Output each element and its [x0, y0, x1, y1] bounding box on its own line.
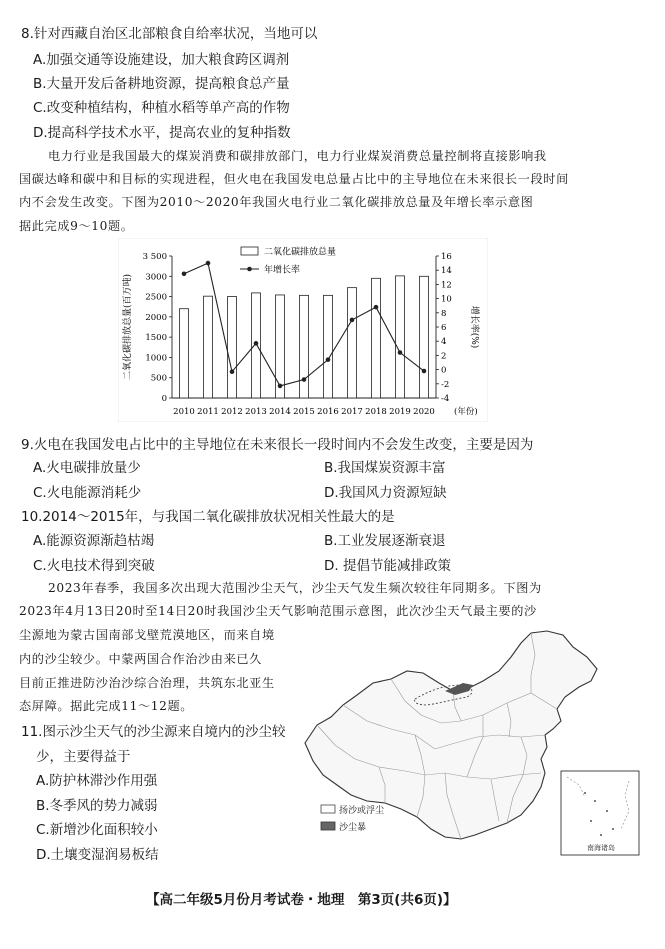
- growth-rate-point-2010: [182, 271, 187, 276]
- y-right-tick-label: 14: [441, 266, 452, 277]
- x-tick-label: 2012: [221, 407, 243, 417]
- x-tick-label: 2015: [293, 407, 315, 417]
- q9-stem: 9.火电在我国发电占比中的主导地位在未来很长一段时间内不会发生改变，主要是因为: [21, 437, 534, 453]
- legend-bar-label: 二氧化碳排放总量: [264, 247, 337, 258]
- x-tick-label: 2016: [317, 407, 339, 417]
- bar-2018: [372, 278, 381, 398]
- passage1-line-2: 国碳达峰和碳中和目标的实现进程，但火电在我国发电总量占比中的主导地位在未来很长一段时间: [19, 172, 569, 186]
- co2-emission-chart: [118, 238, 488, 422]
- passage2-line-3: 尘源地为蒙古国南部戈壁荒漠地区，而来自境: [19, 628, 275, 642]
- q11-option-d: D.土壤变湿润易板结: [36, 847, 159, 863]
- q9-option-d: D.我国风力资源短缺: [324, 485, 447, 501]
- q11-option-c: C.新增沙化面积较小: [36, 822, 158, 838]
- growth-rate-point-2011: [206, 261, 211, 266]
- page-footer: 【高二年级5月份月考试卷・地理 第3页(共6页)】: [146, 892, 457, 908]
- y-left-tick-label: 1000: [145, 353, 167, 364]
- q9-option-b: B.我国煤炭资源丰富: [324, 460, 446, 476]
- legend-sandstorm-label: 沙尘暴: [339, 823, 367, 833]
- passage1-line-1: 电力行业是我国最大的煤炭消费和碳排放部门，电力行业煤炭消费总量控制将直接影响我: [48, 149, 547, 163]
- y-axis-left-label: 二氧化碳排放总量(百万吨): [123, 273, 133, 381]
- y-right-tick-label: 12: [441, 280, 452, 291]
- q8-option-d: D.提高科学技术水平，提高农业的复种指数: [33, 125, 291, 141]
- x-tick-label: 2014: [269, 407, 291, 417]
- legend-dust-label: 扬沙或浮尘: [339, 806, 385, 816]
- x-tick-label: 2013: [245, 407, 267, 417]
- q9-option-c: C.火电能源消耗少: [33, 485, 142, 501]
- south-china-sea-inset: [561, 771, 639, 855]
- passage1-line-3: 内不会发生改变。下图为2010～2020年我国火电行业二氧化碳排放总量及年增长率示意图: [19, 195, 534, 209]
- y-right-tick-label: 10: [441, 294, 452, 305]
- bar-2019: [396, 276, 405, 398]
- growth-rate-point-2015: [302, 377, 307, 382]
- y-left-tick-label: 500: [150, 373, 167, 384]
- y-right-tick-label: -4: [441, 394, 450, 404]
- passage2-line-5: 目前正推进防沙治沙综合治理，共筑东北亚生: [19, 676, 275, 690]
- passage1-line-4: 据此完成9～10题。: [19, 219, 134, 233]
- legend-line-marker: [247, 267, 252, 272]
- q8-option-c: C.改变种植结构，种植水稻等单产高的作物: [33, 100, 290, 116]
- q10-option-c: C.火电技术得到突破: [33, 558, 155, 574]
- growth-rate-point-2019: [398, 350, 403, 355]
- y-left-tick-label: 3 500: [142, 252, 167, 262]
- y-right-tick-label: 0: [441, 365, 447, 376]
- x-tick-label: 2020: [413, 407, 435, 417]
- y-right-tick-label: 16: [441, 252, 452, 262]
- bar-2014: [276, 295, 285, 398]
- growth-rate-point-2017: [350, 318, 355, 323]
- bar-2010: [180, 309, 189, 398]
- y-left-tick-label: 3000: [145, 272, 167, 283]
- q8-option-b: B.大量开发后备耕地资源，提高粮食总产量: [33, 76, 290, 92]
- passage2-line-2: 2023年4月13日20时至14日20时我国沙尘天气影响范围示意图，此次沙尘天气最主要的沙: [19, 604, 537, 618]
- y-left-tick-label: 2000: [145, 312, 167, 323]
- q11-stem-line-2: 少，主要得益于: [36, 749, 131, 765]
- y-axis-right-label: 增长率(%): [469, 305, 479, 349]
- legend-line-label: 年增长率: [264, 265, 301, 276]
- q8-stem: 8.针对西藏自治区北部粮食自给率状况，当地可以: [21, 26, 318, 42]
- y-right-tick-label: 6: [441, 323, 447, 333]
- passage2-line-6: 态屏障。据此完成11～12题。: [19, 699, 194, 713]
- legend-dust-swatch: [321, 805, 335, 813]
- legend-sandstorm-swatch: [321, 822, 335, 830]
- bar-2020: [420, 276, 429, 398]
- bar-2017: [348, 288, 357, 398]
- growth-rate-point-2012: [230, 369, 235, 374]
- bar-2012: [228, 297, 237, 398]
- growth-rate-point-2014: [278, 384, 283, 389]
- y-left-tick-label: 1500: [145, 333, 167, 344]
- bar-2011: [204, 296, 213, 398]
- q10-option-b: B.工业发展逐渐衰退: [324, 533, 446, 549]
- passage2-line-1: 2023年春季，我国多次出现大范围沙尘天气，沙尘天气发生频次较往年同期多。下图为: [48, 581, 542, 595]
- y-left-tick-label: 2500: [145, 292, 167, 303]
- passage2-line-4: 内的沙尘较少。中蒙两国合作治沙由来已久: [19, 652, 262, 666]
- bar-2015: [300, 295, 309, 398]
- growth-rate-point-2016: [326, 357, 331, 362]
- y-right-tick-label: 8: [441, 308, 447, 319]
- x-tick-label: 2010: [173, 407, 195, 417]
- x-tick-label: 2019: [389, 407, 411, 417]
- growth-rate-point-2013: [254, 341, 259, 346]
- y-left-tick-label: 0: [161, 394, 167, 404]
- y-right-tick-label: 4: [441, 337, 447, 348]
- q10-option-d: D. 提倡节能减排政策: [324, 558, 451, 574]
- q11-option-b: B.冬季风的势力减弱: [36, 798, 158, 814]
- legend-bar-swatch: [241, 247, 258, 255]
- y-right-tick-label: -2: [441, 379, 450, 390]
- y-right-tick-label: 2: [441, 351, 447, 362]
- bar-2016: [324, 295, 333, 398]
- q11-option-a: A.防护林滞沙作用强: [36, 773, 158, 789]
- inset-label: 南海诸岛: [587, 844, 615, 852]
- growth-rate-point-2020: [422, 369, 427, 374]
- x-tick-label: 2018: [365, 407, 387, 417]
- x-tick-label: 2017: [341, 407, 363, 417]
- x-tick-label: 2011: [197, 407, 219, 417]
- q10-stem: 10.2014～2015年，与我国二氧化碳排放状况相关性最大的是: [21, 509, 395, 525]
- china-sand-dust-map: [295, 625, 647, 858]
- q10-option-a: A.能源资源渐趋枯竭: [33, 533, 155, 549]
- q9-option-a: A.火电碳排放量少: [33, 460, 141, 476]
- q8-option-a: A.加强交通等设施建设，加大粮食跨区调剂: [33, 52, 290, 68]
- q11-stem-line-1: 11.图示沙尘天气的沙尘源来自境内的沙尘较: [21, 724, 286, 740]
- x-axis-unit: (年份): [454, 407, 478, 417]
- growth-rate-point-2018: [374, 305, 379, 310]
